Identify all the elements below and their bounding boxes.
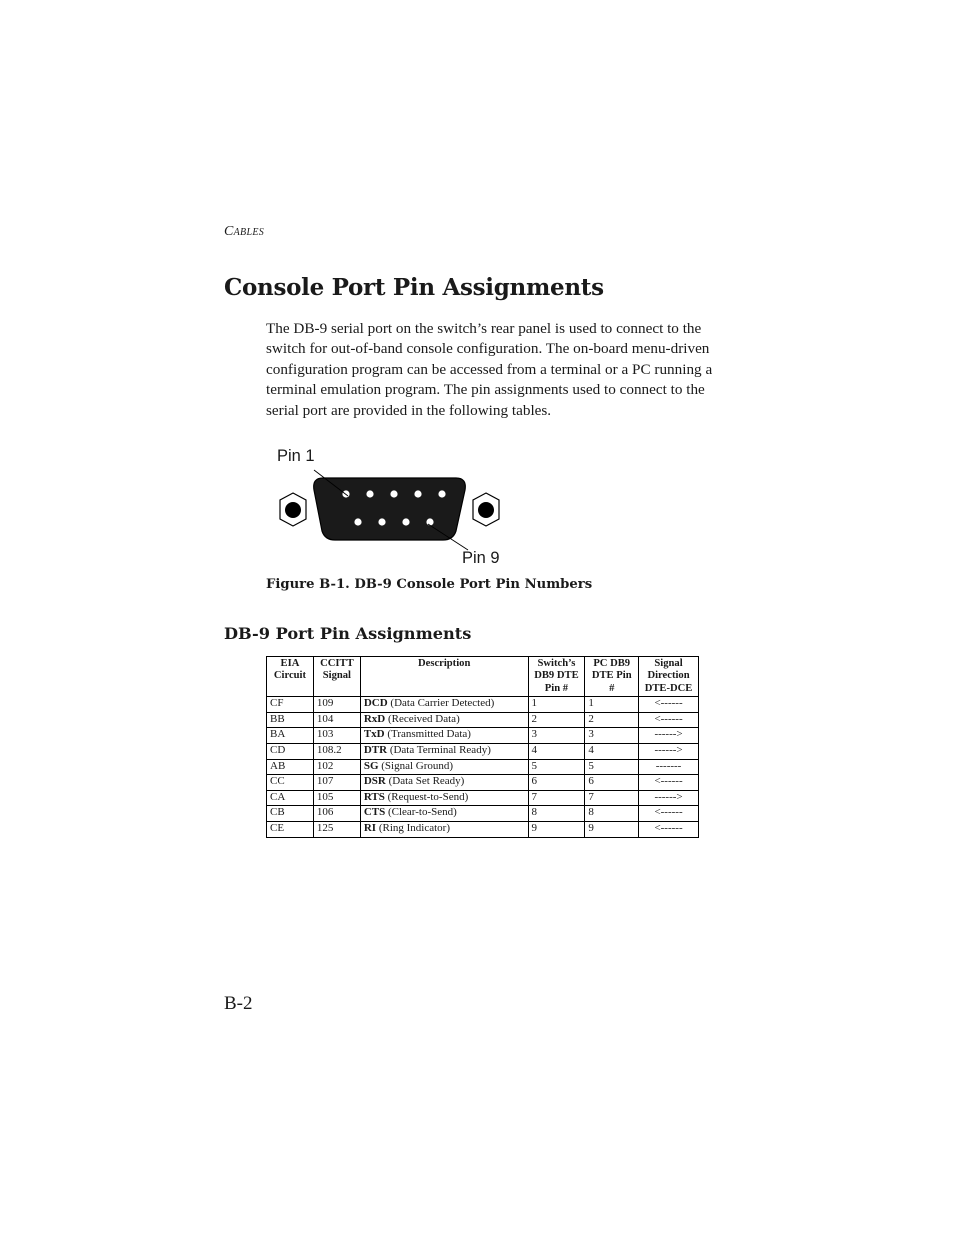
cell-ccitt-signal: 104 — [313, 712, 360, 728]
cell-description — [360, 806, 528, 822]
cell-eia-circuit: CD — [267, 744, 314, 760]
cell-pc-pin: 2 — [585, 712, 639, 728]
cell-description — [360, 790, 528, 806]
cell-switch-pin: 1 — [528, 697, 585, 713]
signal-abbreviation: DTR — [363, 744, 388, 756]
pin-7 — [378, 518, 385, 525]
section-title: DB-9 Port Pin Assignments — [224, 624, 472, 643]
cell-eia-circuit: BA — [267, 728, 314, 744]
cell-switch-pin: 8 — [528, 806, 585, 822]
signal-abbreviation: RxD — [363, 712, 386, 725]
cell-switch-pin: 4 — [528, 744, 585, 760]
header-ccitt-signal: CCITT Signal — [313, 657, 360, 697]
cell-eia-circuit: BB — [267, 712, 314, 728]
pin-5 — [438, 490, 445, 497]
cell-eia-circuit: AB — [267, 759, 314, 775]
header-switch-pin: Switch’s DB9 DTE Pin # — [528, 657, 585, 697]
cell-ccitt-signal: 106 — [313, 806, 360, 822]
pin-9 — [426, 518, 433, 525]
cell-description — [360, 775, 528, 791]
page-title: Console Port Pin Assignments — [224, 274, 604, 301]
table-body — [267, 697, 699, 837]
cell-signal-direction: ------- — [639, 759, 699, 775]
signal-abbreviation: DSR — [363, 775, 386, 788]
pin-6 — [354, 518, 361, 525]
cell-pc-pin: 3 — [585, 728, 639, 744]
cell-signal-direction: ------> — [639, 790, 699, 806]
signal-description: (Received Data) — [387, 712, 460, 725]
cell-ccitt-signal: 109 — [313, 697, 360, 713]
pin1-label: Pin 1 — [277, 447, 315, 465]
table-row — [267, 806, 699, 822]
pin-4 — [414, 490, 421, 497]
cell-signal-direction: <------ — [639, 712, 699, 728]
cell-description — [360, 712, 528, 728]
cell-ccitt-signal: 103 — [313, 728, 360, 744]
cell-signal-direction: <------ — [639, 806, 699, 822]
cell-description — [360, 728, 528, 744]
cell-eia-circuit: CE — [267, 821, 314, 837]
cell-pc-pin: 4 — [585, 744, 639, 760]
cell-eia-circuit: CC — [267, 775, 314, 791]
table-row — [267, 790, 699, 806]
cell-ccitt-signal: 125 — [313, 821, 360, 837]
signal-description: (Clear-to-Send) — [387, 806, 457, 819]
cell-description — [360, 821, 528, 837]
signal-description: (Ring Indicator) — [378, 821, 450, 834]
cell-pc-pin: 5 — [585, 759, 639, 775]
cell-signal-direction: <------ — [639, 697, 699, 713]
db9-connector-figure — [270, 444, 520, 574]
cell-signal-direction: ------> — [639, 728, 699, 744]
header-eia-circuit: EIA Circuit — [267, 657, 314, 697]
cell-pc-pin: 1 — [585, 697, 639, 713]
table-row — [267, 775, 699, 791]
signal-description: (Request-to-Send) — [387, 790, 469, 803]
left-screw-hole — [285, 502, 301, 518]
signal-description: (Transmitted Data) — [387, 728, 471, 741]
cell-pc-pin: 7 — [585, 790, 639, 806]
table-row — [267, 712, 699, 728]
table-row — [267, 821, 699, 837]
cell-switch-pin: 3 — [528, 728, 585, 744]
table-row — [267, 728, 699, 744]
signal-abbreviation: CTS — [363, 806, 386, 819]
cell-switch-pin: 7 — [528, 790, 585, 806]
signal-description: (Signal Ground) — [381, 759, 454, 772]
cell-signal-direction: <------ — [639, 821, 699, 837]
signal-abbreviation: RTS — [363, 790, 385, 803]
cell-ccitt-signal: 108.2 — [313, 744, 360, 760]
cell-signal-direction: ------> — [639, 744, 699, 760]
signal-abbreviation: DCD — [363, 697, 388, 710]
header-description: Description — [360, 657, 528, 697]
table-row — [267, 697, 699, 713]
header-signal-direction: Signal Direction DTE-DCE — [639, 657, 699, 697]
cell-ccitt-signal: 105 — [313, 790, 360, 806]
pin-2 — [366, 490, 373, 497]
pin-3 — [390, 490, 397, 497]
page-number: B-2 — [224, 993, 253, 1014]
cell-signal-direction: <------ — [639, 775, 699, 791]
cell-switch-pin: 9 — [528, 821, 585, 837]
cell-ccitt-signal: 107 — [313, 775, 360, 791]
cell-pc-pin: 6 — [585, 775, 639, 791]
cell-description — [360, 759, 528, 775]
cell-eia-circuit: CB — [267, 806, 314, 822]
signal-description: (Data Terminal Ready) — [389, 744, 491, 756]
intro-paragraph: The DB-9 serial port on the switch’s rear panel is used to connect to the switch for out-of-band console configuration. The on-board menu-driven configuration program can be accessed from a terminal or a PC running a terminal emulation program. The pin assignments used to connect to the serial port are provided in the following tables. — [266, 320, 713, 419]
figure-caption: Figure B-1. DB-9 Console Port Pin Numbers — [266, 577, 593, 592]
pin-8 — [402, 518, 409, 525]
cell-description — [360, 697, 528, 713]
cell-switch-pin: 5 — [528, 759, 585, 775]
cell-pc-pin: 9 — [585, 821, 639, 837]
right-screw-hole — [478, 502, 494, 518]
cell-switch-pin: 6 — [528, 775, 585, 791]
signal-abbreviation: TxD — [363, 728, 385, 741]
signal-abbreviation: RI — [363, 821, 377, 834]
signal-abbreviation: SG — [363, 759, 379, 772]
cell-eia-circuit: CF — [267, 697, 314, 713]
table-header-row — [267, 657, 699, 697]
cell-pc-pin: 8 — [585, 806, 639, 822]
pin-assignment-table — [266, 656, 699, 838]
table-row — [267, 759, 699, 775]
running-head: Cables — [224, 224, 265, 239]
table-row — [267, 744, 699, 760]
cell-switch-pin: 2 — [528, 712, 585, 728]
cell-ccitt-signal: 102 — [313, 759, 360, 775]
cell-description — [360, 744, 528, 760]
signal-description: (Data Carrier Detected) — [390, 697, 495, 710]
signal-description: (Data Set Ready) — [388, 775, 465, 788]
cell-eia-circuit: CA — [267, 790, 314, 806]
header-pc-pin: PC DB9 DTE Pin # — [585, 657, 639, 697]
pin9-label: Pin 9 — [462, 549, 500, 567]
